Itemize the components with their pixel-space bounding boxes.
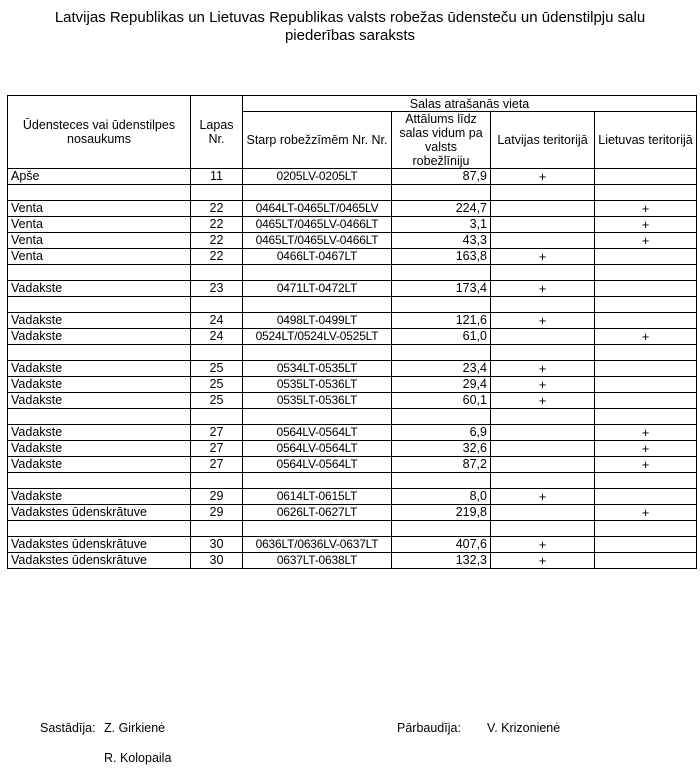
table-row-spacer	[8, 473, 697, 489]
cell-name	[8, 297, 191, 313]
table-row	[8, 425, 697, 441]
cell-lithuania	[595, 521, 697, 537]
cell-distance: 61,0	[392, 329, 491, 345]
cell-markers: 0465LT/0465LV-0466LT	[243, 217, 392, 233]
table-row	[8, 169, 697, 185]
cell-markers: 0465LT/0465LV-0466LT	[243, 233, 392, 249]
cell-name: Vadakste	[8, 313, 191, 329]
cell-name: Vadakste	[8, 441, 191, 457]
cell-markers: 0564LV-0564LT	[243, 441, 392, 457]
table-row	[8, 249, 697, 265]
cell-markers: 0614LT-0615LT	[243, 489, 392, 505]
cell-markers: 0637LT-0638LT	[243, 553, 392, 569]
cell-markers: 0564LV-0564LT	[243, 425, 392, 441]
table-row-spacer	[8, 409, 697, 425]
cell-distance: 32,6	[392, 441, 491, 457]
cell-name: Venta	[8, 217, 191, 233]
cell-name: Vadakste	[8, 489, 191, 505]
table-row	[8, 489, 697, 505]
cell-latvia	[491, 201, 595, 217]
header-page: Lapas Nr.	[191, 96, 243, 169]
islands-table	[7, 95, 697, 569]
cell-page: 30	[191, 553, 243, 569]
cell-latvia	[491, 329, 595, 345]
cell-lithuania	[595, 361, 697, 377]
cell-lithuania	[595, 409, 697, 425]
cell-lithuania: +	[595, 329, 697, 345]
cell-page: 25	[191, 361, 243, 377]
cell-distance: 87,2	[392, 457, 491, 473]
cell-latvia	[491, 217, 595, 233]
header-lithuania: Lietuvas teritorijā	[595, 112, 697, 169]
cell-latvia	[491, 425, 595, 441]
cell-page: 22	[191, 249, 243, 265]
cell-latvia	[491, 505, 595, 521]
cell-distance	[392, 521, 491, 537]
cell-page	[191, 265, 243, 281]
cell-markers: 0535LT-0536LT	[243, 377, 392, 393]
cell-lithuania: +	[595, 441, 697, 457]
header-location: Salas atrašanās vieta	[243, 96, 697, 112]
cell-distance: 8,0	[392, 489, 491, 505]
cell-lithuania: +	[595, 457, 697, 473]
cell-markers: 0498LT-0499LT	[243, 313, 392, 329]
cell-page: 30	[191, 537, 243, 553]
cell-distance: 3,1	[392, 217, 491, 233]
cell-name: Vadakste	[8, 281, 191, 297]
cell-latvia	[491, 457, 595, 473]
cell-latvia	[491, 441, 595, 457]
cell-distance	[392, 297, 491, 313]
table-row	[8, 393, 697, 409]
cell-name: Vadakstes ūdenskrātuve	[8, 553, 191, 569]
table-row	[8, 377, 697, 393]
cell-latvia: +	[491, 313, 595, 329]
cell-markers	[243, 297, 392, 313]
cell-markers: 0535LT-0536LT	[243, 393, 392, 409]
table-row	[8, 313, 697, 329]
cell-lithuania	[595, 393, 697, 409]
cell-markers	[243, 345, 392, 361]
cell-page: 25	[191, 393, 243, 409]
cell-name: Apše	[8, 169, 191, 185]
cell-latvia	[491, 297, 595, 313]
cell-latvia: +	[491, 553, 595, 569]
cell-name: Vadakstes ūdenskrātuve	[8, 537, 191, 553]
checked-label: Pārbaudīja:	[397, 721, 461, 735]
cell-lithuania: +	[595, 233, 697, 249]
cell-page: 22	[191, 201, 243, 217]
cell-markers: 0471LT-0472LT	[243, 281, 392, 297]
compiled-by-1: Z. Girkienė	[104, 721, 166, 735]
cell-lithuania	[595, 249, 697, 265]
cell-lithuania	[595, 345, 697, 361]
cell-name: Vadakste	[8, 393, 191, 409]
cell-page: 29	[191, 489, 243, 505]
cell-markers: 0466LT-0467LT	[243, 249, 392, 265]
cell-name	[8, 185, 191, 201]
cell-latvia: +	[491, 281, 595, 297]
cell-markers	[243, 265, 392, 281]
header-name: Ūdensteces vai ūdenstilpes nosaukums	[8, 96, 191, 169]
cell-lithuania	[595, 537, 697, 553]
cell-distance: 121,6	[392, 313, 491, 329]
compiled-by-2: R. Kolopaila	[104, 751, 172, 765]
cell-page: 27	[191, 425, 243, 441]
cell-distance: 132,3	[392, 553, 491, 569]
table-row	[8, 361, 697, 377]
cell-lithuania	[595, 297, 697, 313]
cell-latvia: +	[491, 169, 595, 185]
table-row	[8, 201, 697, 217]
cell-lithuania	[595, 281, 697, 297]
cell-latvia	[491, 345, 595, 361]
cell-markers	[243, 473, 392, 489]
table-row-spacer	[8, 345, 697, 361]
cell-distance: 87,9	[392, 169, 491, 185]
cell-page	[191, 473, 243, 489]
table-row	[8, 233, 697, 249]
header-markers: Starp robežzīmēm Nr. Nr.	[243, 112, 392, 169]
cell-lithuania	[595, 377, 697, 393]
cell-latvia	[491, 521, 595, 537]
cell-name: Venta	[8, 201, 191, 217]
cell-page	[191, 297, 243, 313]
cell-page: 11	[191, 169, 243, 185]
cell-lithuania: +	[595, 217, 697, 233]
table-row-spacer	[8, 297, 697, 313]
cell-distance: 224,7	[392, 201, 491, 217]
table-row	[8, 329, 697, 345]
cell-distance: 219,8	[392, 505, 491, 521]
table-row-spacer	[8, 521, 697, 537]
cell-distance	[392, 345, 491, 361]
cell-name	[8, 473, 191, 489]
cell-page: 24	[191, 329, 243, 345]
cell-distance: 163,8	[392, 249, 491, 265]
cell-name: Vadakstes ūdenskrātuve	[8, 505, 191, 521]
cell-distance: 43,3	[392, 233, 491, 249]
cell-lithuania	[595, 185, 697, 201]
cell-name: Vadakste	[8, 425, 191, 441]
cell-distance	[392, 409, 491, 425]
cell-page: 22	[191, 233, 243, 249]
cell-lithuania: +	[595, 505, 697, 521]
cell-page: 27	[191, 457, 243, 473]
cell-page: 23	[191, 281, 243, 297]
table-row	[8, 457, 697, 473]
table-row	[8, 217, 697, 233]
cell-name	[8, 409, 191, 425]
cell-distance: 29,4	[392, 377, 491, 393]
cell-name: Vadakste	[8, 377, 191, 393]
cell-page	[191, 185, 243, 201]
cell-distance: 60,1	[392, 393, 491, 409]
cell-distance	[392, 473, 491, 489]
cell-markers: 0205LV-0205LT	[243, 169, 392, 185]
cell-latvia	[491, 473, 595, 489]
cell-page: 29	[191, 505, 243, 521]
cell-latvia: +	[491, 393, 595, 409]
cell-lithuania	[595, 169, 697, 185]
cell-page: 22	[191, 217, 243, 233]
cell-lithuania: +	[595, 201, 697, 217]
cell-markers: 0464LT-0465LT/0465LV	[243, 201, 392, 217]
cell-latvia: +	[491, 537, 595, 553]
cell-lithuania	[595, 489, 697, 505]
cell-latvia: +	[491, 489, 595, 505]
header-latvia: Latvijas teritorijā	[491, 112, 595, 169]
cell-markers: 0534LT-0535LT	[243, 361, 392, 377]
cell-name: Vadakste	[8, 361, 191, 377]
cell-lithuania	[595, 553, 697, 569]
cell-name: Venta	[8, 233, 191, 249]
cell-distance: 173,4	[392, 281, 491, 297]
cell-latvia: +	[491, 377, 595, 393]
cell-page	[191, 409, 243, 425]
table-row	[8, 537, 697, 553]
cell-markers: 0524LT/0524LV-0525LT	[243, 329, 392, 345]
table-body	[8, 169, 697, 569]
table-row	[8, 281, 697, 297]
cell-page: 25	[191, 377, 243, 393]
cell-latvia	[491, 233, 595, 249]
cell-name: Vadakste	[8, 329, 191, 345]
cell-lithuania	[595, 473, 697, 489]
compiled-label: Sastādīja:	[40, 721, 96, 735]
cell-distance	[392, 185, 491, 201]
cell-latvia: +	[491, 361, 595, 377]
cell-page: 24	[191, 313, 243, 329]
cell-markers: 0626LT-0627LT	[243, 505, 392, 521]
table-row-spacer	[8, 185, 697, 201]
cell-page: 27	[191, 441, 243, 457]
table-row	[8, 553, 697, 569]
cell-page	[191, 345, 243, 361]
table-row	[8, 505, 697, 521]
cell-latvia	[491, 185, 595, 201]
cell-latvia	[491, 409, 595, 425]
cell-page	[191, 521, 243, 537]
cell-name: Vadakste	[8, 457, 191, 473]
cell-latvia	[491, 265, 595, 281]
cell-markers	[243, 409, 392, 425]
cell-markers: 0564LV-0564LT	[243, 457, 392, 473]
title-line-1: Latvijas Republikas un Lietuvas Republikas valsts robežas ūdensteču un ūdenstilpju salu	[54, 9, 646, 26]
cell-markers	[243, 185, 392, 201]
checked-by: V. Krizonienė	[487, 721, 561, 735]
cell-lithuania: +	[595, 425, 697, 441]
cell-distance: 6,9	[392, 425, 491, 441]
header-distance: Attālums līdz salas vidum pa valsts robežlīniju	[392, 112, 491, 169]
cell-name: Venta	[8, 249, 191, 265]
table-row	[8, 441, 697, 457]
cell-name	[8, 265, 191, 281]
cell-name	[8, 345, 191, 361]
cell-distance: 407,6	[392, 537, 491, 553]
title-line-2: piederības saraksts	[284, 27, 416, 44]
cell-lithuania	[595, 265, 697, 281]
table-row-spacer	[8, 265, 697, 281]
document-title	[0, 9, 700, 45]
cell-distance: 23,4	[392, 361, 491, 377]
cell-lithuania	[595, 313, 697, 329]
cell-distance	[392, 265, 491, 281]
cell-latvia: +	[491, 249, 595, 265]
cell-name	[8, 521, 191, 537]
cell-markers	[243, 521, 392, 537]
cell-markers: 0636LT/0636LV-0637LT	[243, 537, 392, 553]
